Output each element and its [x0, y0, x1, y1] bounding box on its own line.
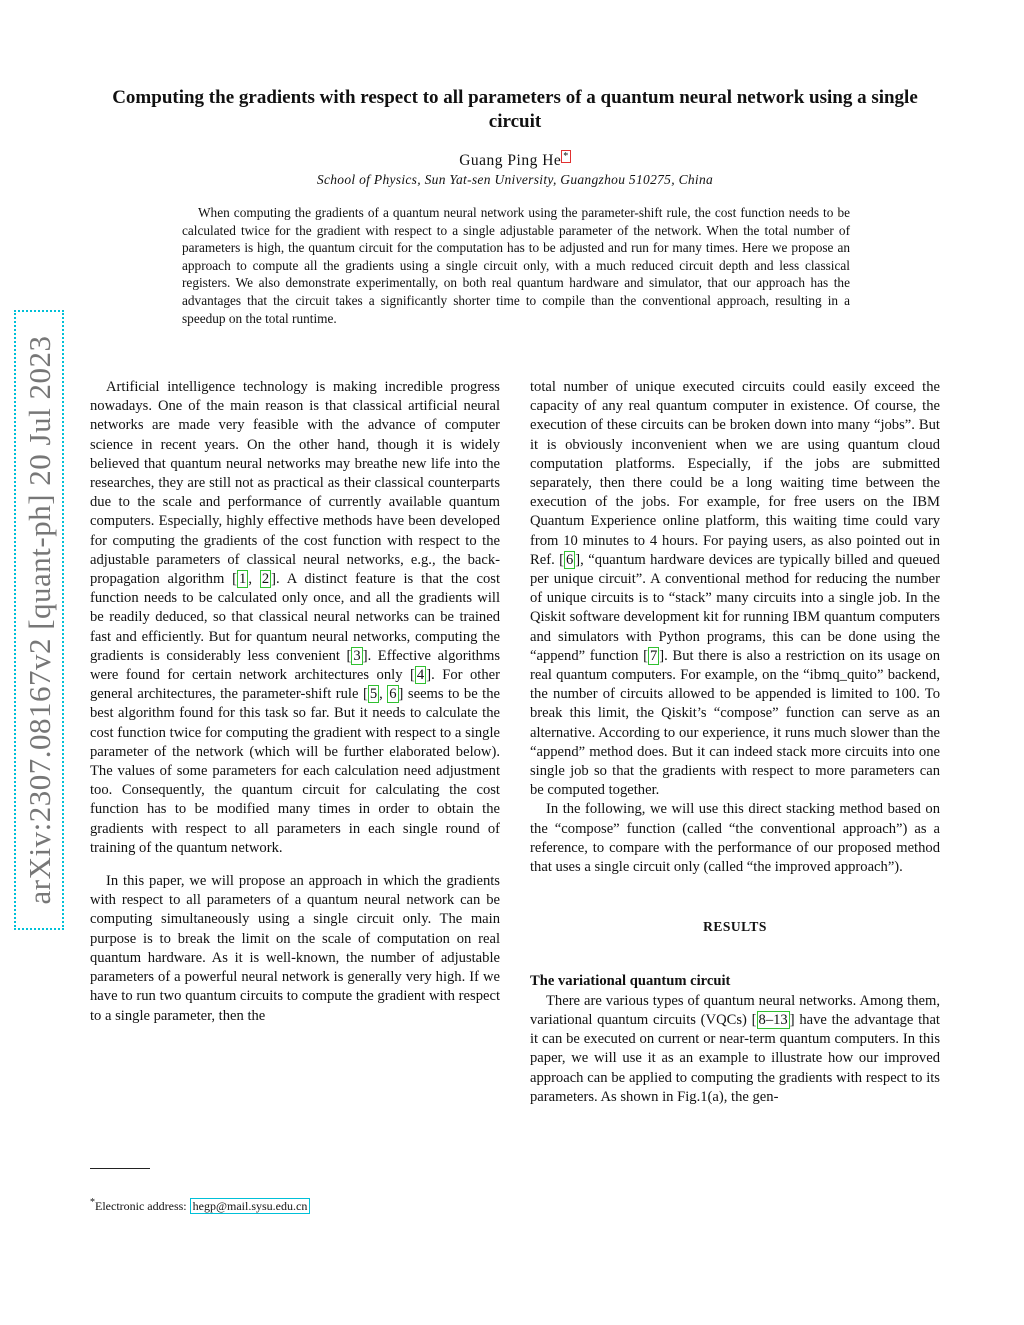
subsection-heading: The variational quantum circuit: [530, 973, 731, 990]
text-run: have the advantage that it can be executed on current or near-term quantum computers. In this paper, we will use it as an example to illustrate how our improved approach can be applied to computing the gradients with respect to its parameters. As shown in Fig.1(a), the gen-: [530, 1011, 940, 1105]
footnote-marker: *: [90, 1197, 95, 1208]
text-run: ,: [248, 571, 260, 588]
right-column: [530, 378, 940, 1107]
footnote: [90, 1197, 310, 1214]
text-run: ,: [379, 686, 388, 703]
text-run: total number of unique executed circuits could easily exceed the capacity of any real quantum computer in existence. Of course, the execution of these circuits can be broken down into many “jobs”. But it is obviously inconvenient when we are using quantum cloud computation platforms. Especially, if the jobs are submitted separately, then there could be a long waiting time between the execution of the jobs. For example, for free users on the IBM Quantum Experience online platform, this waiting time could vary from 10 minutes to 4 hours. For paying users, as also pointed out in Ref.: [530, 379, 940, 568]
text-run: . Effective algorithms were found for certain network architectures only: [90, 647, 501, 684]
section-heading: RESULTS: [703, 919, 767, 935]
text-run: , “quantum hardware devices are typically billed and queued per unique circuit”. A conventional method for reducing the number of unique circuits is to “stack” many circuits into a single job. In the Qiskit software development kit for running IBM quantum computers and simulators with Python programs, this can be done using the “append” function: [530, 551, 940, 664]
text-run: Artificial intelligence technology is making incredible progress nowadays. One of the main reason is that classical artificial neural networks are made very feasible with the advance of computer science in recent years. On the other hand, though it is widely believed that quantum neural networks may breathe new life into the researches, they are still not as practical as their classical counterparts due to the scale and performance of currently available quantum computers. Especially, highly effective methods have been developed for computing the gradients of the cost function with respect to the adjustable parameters of classical neural networks, e.g., the back-propagation algorithm: [90, 379, 500, 588]
citation-link[interactable]: 8–13: [758, 1011, 788, 1028]
author-line: [90, 151, 940, 170]
paragraph: In this paper, we will propose an approach in which the gradients with respect to all parameters of a quantum neural network can be computing simultaneously using a single circuit only. The main purpose is to break the limit on the scale of computation on real quantum hardware. As it is well-known, the number of adjustable parameters of a powerful neural network is generally very high. If we have to run two quantum circuits to compute the gradient with respect to a single parameter, then the: [90, 873, 500, 1024]
paragraph: In the following, we will use this direct stacking method based on the “compose” function (called “the conventional approach”) as a reference, to compare with the performance of our proposed method that uses a single circuit only (called “the improved approach”).: [530, 801, 940, 876]
left-column: [90, 378, 500, 1026]
citation-link[interactable]: 2: [261, 571, 270, 588]
paragraph: There are various types of quantum neural networks. Among them, variational quantum circuits (VQCs) [ 8–13 ] have the advantage that it can be executed on current or near-term quantum computers. In this paper, we will use it as an example to illustrate how our improved approach can be applied to computing the gradients with respect to its parameters. As shown in Fig.1(a), the gen-: [530, 992, 940, 1105]
author-name: Guang Ping He: [459, 152, 562, 170]
text-run: . For other general architectures, the parameter-shift rule: [90, 667, 500, 703]
paragraph: total number of unique executed circuits could easily exceed the capacity of any real quantum computer in existence. Of course, the execution of these circuits can be broken down into many “jobs”. But it is obviously inconvenient when we are using quantum cloud computation platforms. Especially, if the jobs are submitted separately, then there could be a long waiting time between the execution of the jobs. For example, for free users on the IBM Quantum Experience online platform, this waiting time could vary from 10 minutes to 4 hours. For paying users, as also pointed out in Ref. [ 6 ], “quantum hardware devices are typically billed and queued per unique circuit”. A conventional method for reducing the number of unique circuits is to “stack” many circuits into a single job. In the Qiskit software development kit for running IBM quantum computers and simulators with Python programs, this can be done using the “append” function [ 7 ]. But there is also a restriction on its usage on real quantum computers. For example, on the “ibmq_quito” backend, the number of circuits allowed to be appended is limited to 100. To break this limit, the Qiskit’s “compose” function can serve as an alternative. According to our experience, it runs much slower than the “append” method does. But it can indeed stack more circuits into one single job so that the gradients with respect to more parameters can be computed together.: [530, 379, 940, 799]
affiliation: School of Physics, Sun Yat-sen University, Guangzhou 510275, China: [316, 172, 714, 187]
citation-link[interactable]: 1: [239, 571, 247, 588]
paper-title: Computing the gradients with respect to all parameters of a quantum neural network using a single circuit: [112, 87, 918, 132]
citation-link[interactable]: 6: [566, 551, 574, 568]
text-run: seems to be the best algorithm found for this task so far. But it needs to calculate the cost function twice for computing the gradient with respect to a single parameter of the network (which will be further elaborated below). The values of some parameters for each calculation need adjustment too. Consequently, the quantum circuit for calculating the cost function has to be modified many times in order to obtain the gradients with respect to all parameters in each single round of training of the quantum network.: [90, 686, 500, 856]
footnote-rule: [90, 1168, 150, 1169]
citation-link[interactable]: 7: [649, 647, 658, 664]
abstract: When computing the gradients of a quantum neural network using the parameter-shift rule, the cost function needs to be calculated twice for the gradient with respect to a single adjustable parameter of the network. When the total number of parameters is high, the quantum circuit for the computation has to be adjusted and run for many times. Here we propose an approach to compute all the gradients using a single circuit only, with a much reduced circuit depth and less classical registers. We also demonstrate experimentally, on both real quantum hardware and simulator, that our approach has the advantages that the circuit takes a significantly shorter time to compile than the conventional approach, resulting in a speedup on the total runtime.: [182, 205, 850, 326]
footnote-label: Electronic address:: [95, 1199, 190, 1213]
arxiv-identifier[interactable]: arXiv:2307.08167v2 [quant-ph] 20 Jul 2023: [22, 335, 57, 905]
email-link[interactable]: hegp@mail.sysu.edu.cn: [190, 1198, 311, 1214]
footnote-link[interactable]: *: [563, 151, 569, 162]
citation-link[interactable]: 3: [353, 647, 361, 664]
text-run: . But there is also a restriction on its usage on real quantum computers. For example, on the “ibmq_quito” backend, the number of circuits allowed to be appended is limited to 100. To break this limit, the Qiskit’s “compose” function can serve as an alternative. According to our experience, it runs much slower than the “append” method does. But it can indeed stack more circuits into one single job so that the gradients with respect to more parameters can be computed together.: [530, 647, 940, 799]
paragraph: Artificial intelligence technology is making incredible progress nowadays. One of the main reason is that classical artificial neural networks are made very feasible with the advance of computer science in recent years. On the other hand, though it is widely believed that quantum neural networks may breathe new life into the researches, they are still not as practical as their classical counterparts due to the scale and performance of currently available quantum computers. Especially, highly effective methods have been developed for computing the gradients of the cost function with respect to the adjustable parameters of classical neural networks, e.g., the back-propagation algorithm [ 1 , 2 ]. A distinct feature is that the cost function needs to be calculated only once, and all the gradients will be readily deduced, so that classical neural networks can be trained fast and efficiently. But for quantum neural networks, computing the gradients is considerably less convenient [ 3 ]. Effective algorithms were found for certain network architectures only [ 4 ]. For other general architectures, the parameter-shift rule [ 5 , 6 ] seems to be the best algorithm found for this task so far. But it needs to calculate the cost function twice for computing the gradient with respect to a single parameter of the network (which will be further elaborated below). The values of some parameters for each calculation need adjustment too. Consequently, the quantum circuit for calculating the cost function has to be modified many times in order to obtain the gradients with respect to all parameters in each single round of training of the quantum network.: [90, 379, 501, 856]
citation-link[interactable]: 5: [369, 686, 378, 703]
text-run: There are various types of quantum neural networks. Among them, variational quantum circuits (VQCs): [530, 992, 940, 1028]
text-run: . A distinct feature is that the cost function needs to be calculated only once, and all the gradients will be readily deduced, so that classical neural networks can be trained fast and efficiently. But for quantum neural networks, computing the gradients is considerably less convenient: [90, 571, 501, 664]
citation-link[interactable]: 4: [416, 667, 425, 684]
citation-link[interactable]: 6: [389, 686, 397, 703]
